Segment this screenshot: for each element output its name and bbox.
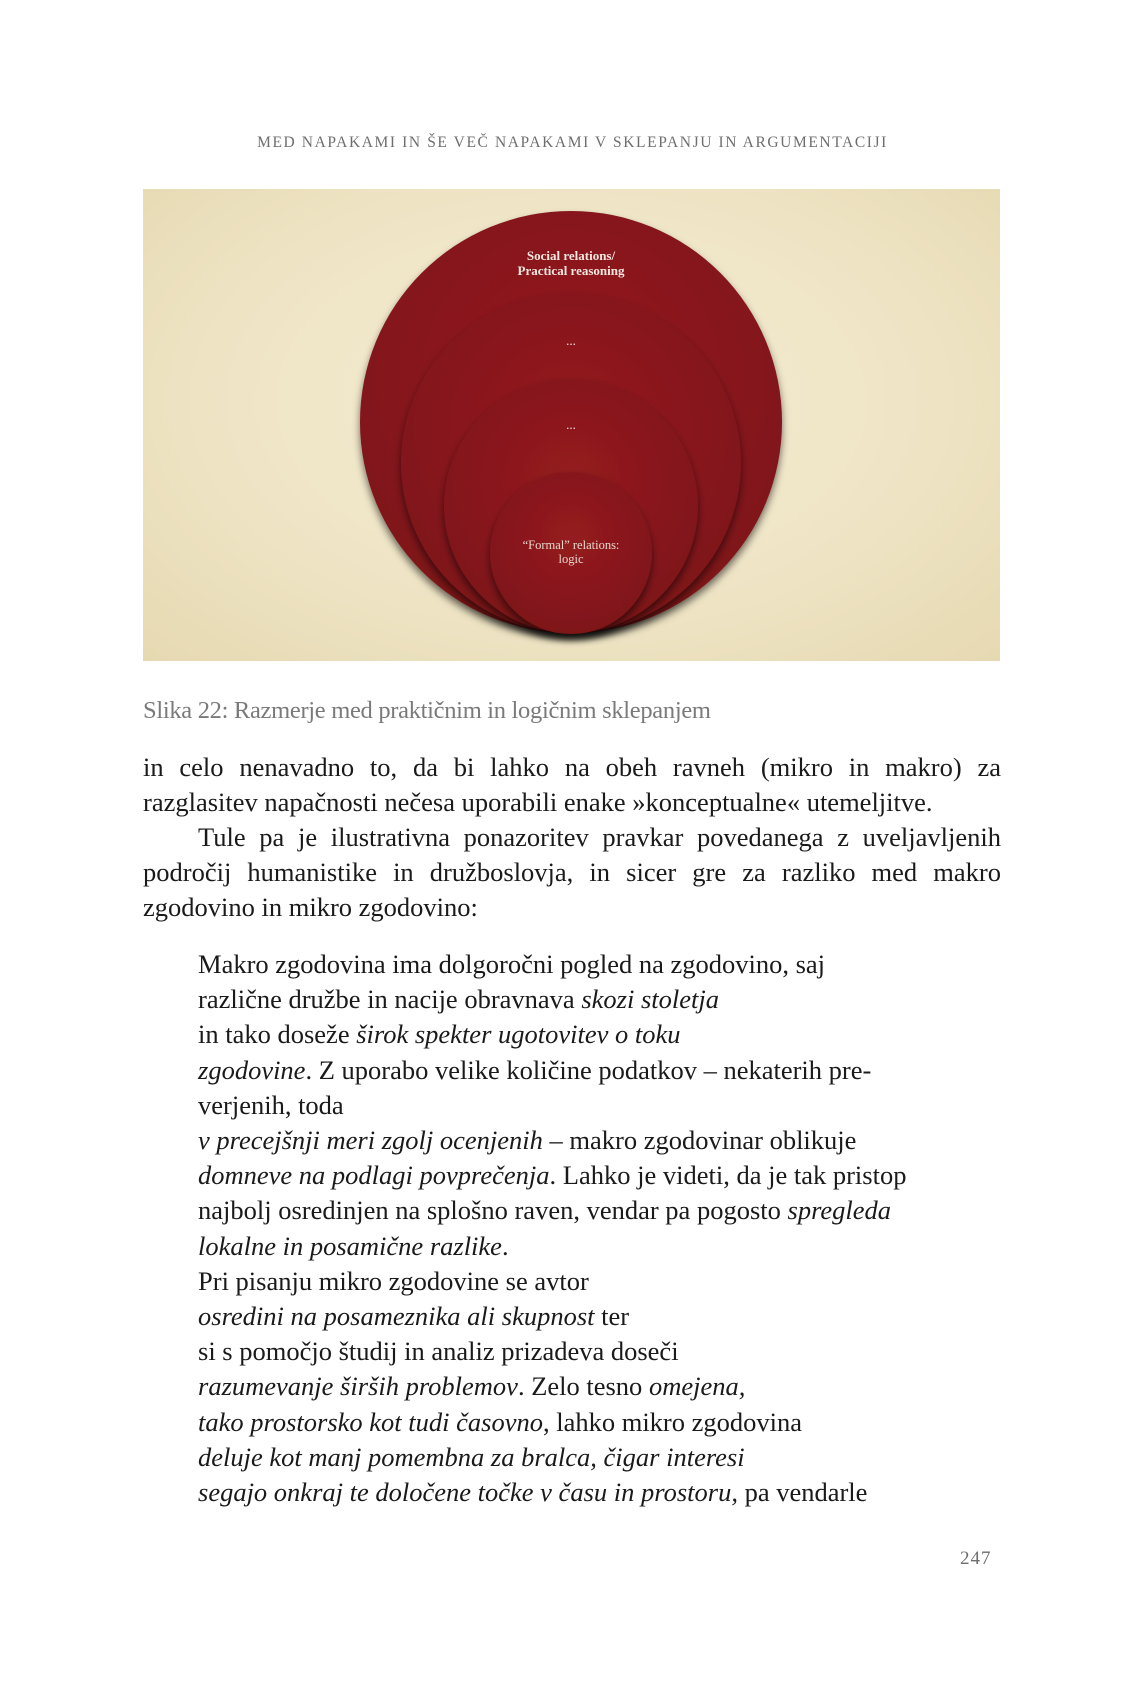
quote-line: različne družbe in nacije obravnava skozi stoletja: [198, 984, 719, 1015]
quote-line: Makro zgodovina ima dolgoročni pogled na zgodovino, saj: [198, 949, 826, 979]
quote-line: lokalne in posamične razlike.: [198, 1230, 509, 1261]
quote-line: razumevanje širših problemov. Zelo tesno omejena,: [198, 1371, 746, 1402]
quote-line: deluje kot manj pomembna za bralca, čigar interesi: [198, 1441, 745, 1472]
quote-line: Pri pisanju mikro zgodovine se avtor: [198, 1265, 589, 1296]
third-circle-label: ...: [566, 417, 576, 432]
figure-caption: Slika 22: Razmerje med praktičnim in logičnim sklepanjem: [143, 697, 711, 724]
quote-line: verjenih, toda: [198, 1089, 344, 1120]
quote-line: domneve na podlagi povprečenja. Lahko je videti, da je tak pristop: [198, 1160, 907, 1191]
body-text: [143, 750, 1001, 925]
block-quote: [198, 947, 950, 1510]
outer-label-line1: Social relations/: [526, 248, 616, 263]
running-head: MED NAPAKAMI IN ŠE VEČ NAPAKAMI V SKLEPANJU IN ARGUMENTACIJI: [257, 134, 888, 151]
quote-line: in tako doseže širok spekter ugotovitev o toku: [198, 1019, 681, 1050]
quote-line: najbolj osredinjen na splošno raven, vendar pa pogosto spregleda: [198, 1195, 892, 1226]
quote-line: si s pomočjo študij in analiz prizadeva doseči: [198, 1336, 679, 1367]
quote-line: zgodovine. Z uporabo velike količine podatkov – nekaterih pre-: [198, 1054, 872, 1085]
paragraph-2: Tule pa je ilustrativna ponazoritev pravkar povedanega z uveljavljenih področij humanistike in družboslovja, in sicer gre za razliko med makro zgodovino in mikro zgodovino:: [143, 822, 1001, 922]
inner-label-line1: “Formal” relations:: [522, 538, 620, 552]
quote-line: v precejšnji meri zgolj ocenjenih – makro zgodovinar oblikuje: [198, 1125, 857, 1156]
outer-label-line2: Practical reasoning: [517, 262, 625, 278]
inner-circle-label: [451, 538, 691, 567]
nested-circles-figure: [143, 189, 1000, 661]
outer-circle-label: [451, 249, 691, 279]
quote-line: segajo onkraj te določene točke v času in prostoru, pa vendarle: [198, 1477, 868, 1508]
quote-line: tako prostorsko kot tudi časovno, lahko mikro zgodovina: [198, 1406, 803, 1437]
paragraph-1: in celo nenavadno to, da bi lahko na obeh ravneh (mikro in makro) za razglasitev napačnosti nečesa uporabili enake »konceptualne« utemeljitve.: [143, 752, 1001, 817]
quote-line: osredini na posameznika ali skupnost ter: [198, 1301, 630, 1332]
second-circle-label: ...: [566, 333, 576, 348]
page-number: 247: [960, 1548, 992, 1569]
inner-label-line2: logic: [558, 552, 584, 567]
